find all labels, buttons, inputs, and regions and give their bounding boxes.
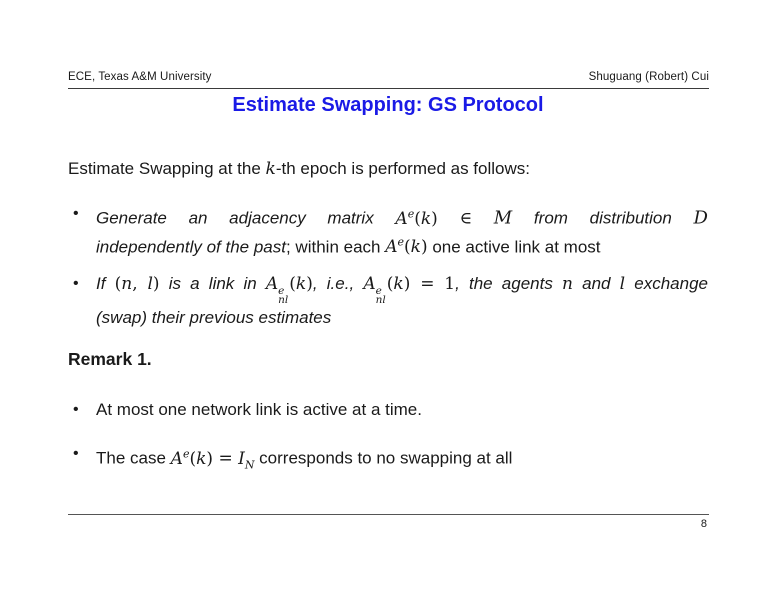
math-sup-e: e [278,284,285,297]
math-comma: , [132,274,148,294]
bullet1-text-c: independently of the past [96,237,286,257]
math-sup-e: e [375,284,382,297]
bullet2-text-f: exchange [625,274,709,293]
bullet4-text-b: corresponds to no swapping at all [254,448,513,468]
math-var-l: l [619,274,626,294]
bullet2-text-b: is a link in [159,274,266,293]
math-pair-n-l [115,274,160,293]
intro-text-part2: -th epoch is performed as follows: [275,159,530,178]
bullet4-line [96,442,708,477]
bullet-dot-icon: • [73,445,79,462]
math-supsub-e-nl [375,284,386,307]
bullet-item-link-exchange [68,272,708,330]
math-script-D: D [693,207,708,229]
header-rule [68,88,709,89]
remark-heading: Remark 1. [68,349,152,369]
math-var-k: k [410,237,421,258]
math-paren: ( [114,274,122,294]
bullet2-line1 [96,272,708,306]
bullet-dot-icon: • [73,401,79,418]
bullet2-line2 [96,306,708,330]
math-paren: ( [414,208,421,229]
math-var-A: A [170,448,183,469]
math-A-sup-e-of-k [171,449,213,468]
math-paren: ) [152,274,160,294]
math-paren: ) [206,448,214,469]
math-sup-e: e [407,207,415,220]
bullet-item-no-swapping-case [68,442,708,477]
math-element-of-symbol: ∈ [459,208,473,229]
math-var-A: A [385,237,398,258]
math-paren: ( [189,448,197,469]
intro-text-part1: Estimate Swapping at the [68,159,266,178]
math-sup-e: e [397,235,405,249]
bullet-text [96,202,708,259]
math-A-sup-e-of-k [385,237,427,256]
bullet-dot-icon: • [73,275,79,292]
math-paren: ( [404,237,411,258]
bullet-dot-icon: • [73,205,79,222]
bullet1-line1 [96,202,708,231]
math-sub-nl: nl [375,294,386,307]
page-number: 8 [700,518,707,530]
bullet2-text-g: (swap) their previous estimates [96,307,332,327]
math-var-I: I [238,448,245,469]
math-var-n: n [562,274,573,294]
math-sub-N: N [244,458,255,472]
math-paren: ) [420,237,428,258]
bullet2-text-a: If [96,274,115,293]
math-var-k: k [196,448,207,469]
math-equals: = [213,448,239,469]
math-var-A: A [395,208,408,229]
math-paren: ) [306,274,313,294]
footer-rule [68,514,709,515]
header-right-author: Shuguang (Robert) Cui [588,71,709,83]
intro-text [68,157,708,181]
math-identity-I-N [238,448,255,472]
header-left-affiliation: ECE, Texas A&M University [68,71,212,83]
math-supsub-e-nl [278,284,289,307]
math-paren: ) [403,274,411,294]
math-script-M: M [493,207,513,229]
bullet-text [96,272,708,330]
math-var-A: A [363,274,376,294]
math-var-A: A [265,274,279,294]
math-A-sup-e-of-k [395,209,437,228]
bullet-text [96,398,708,422]
bullet2-text-c: , i.e., [312,274,364,293]
math-equals-one: = 1 [410,274,456,294]
bullet-item-one-link-active [68,398,708,422]
bullet4-text-a: The case [96,448,171,468]
math-A-supsub-nl-of-k-equals-1 [363,274,456,307]
slide-header [68,71,709,83]
math-sub-nl: nl [278,294,289,307]
math-paren: ( [386,274,394,294]
math-A-supsub-nl-of-k [265,274,313,307]
bullet2-text-e: and [572,274,620,293]
math-var-k: k [420,208,432,229]
math-var-l: l [147,274,153,294]
bullet1-text-a: Generate an adjacency matrix [96,208,396,228]
math-paren: ( [289,274,296,294]
math-var-n: n [121,274,133,294]
bullet1-text-b: from distribution [512,208,694,228]
math-var-k: k [265,159,276,179]
slide-title: Estimate Swapping: GS Protocol [232,94,544,116]
bullet-text [96,442,708,477]
math-sup-e: e [182,447,190,460]
bullet1-line2 [96,231,708,260]
bullet3-line: At most one network link is active at a time. [96,400,422,419]
bullet1-text-d: ; within each [285,237,386,257]
bullet-item-generate-matrix [68,202,708,259]
math-var-k: k [393,274,404,294]
math-var-k: k [295,274,307,294]
bullet1-text-e: one active link at most [427,237,601,257]
bullet2-text-d: , the agents [455,274,563,293]
math-paren: ) [431,208,438,229]
